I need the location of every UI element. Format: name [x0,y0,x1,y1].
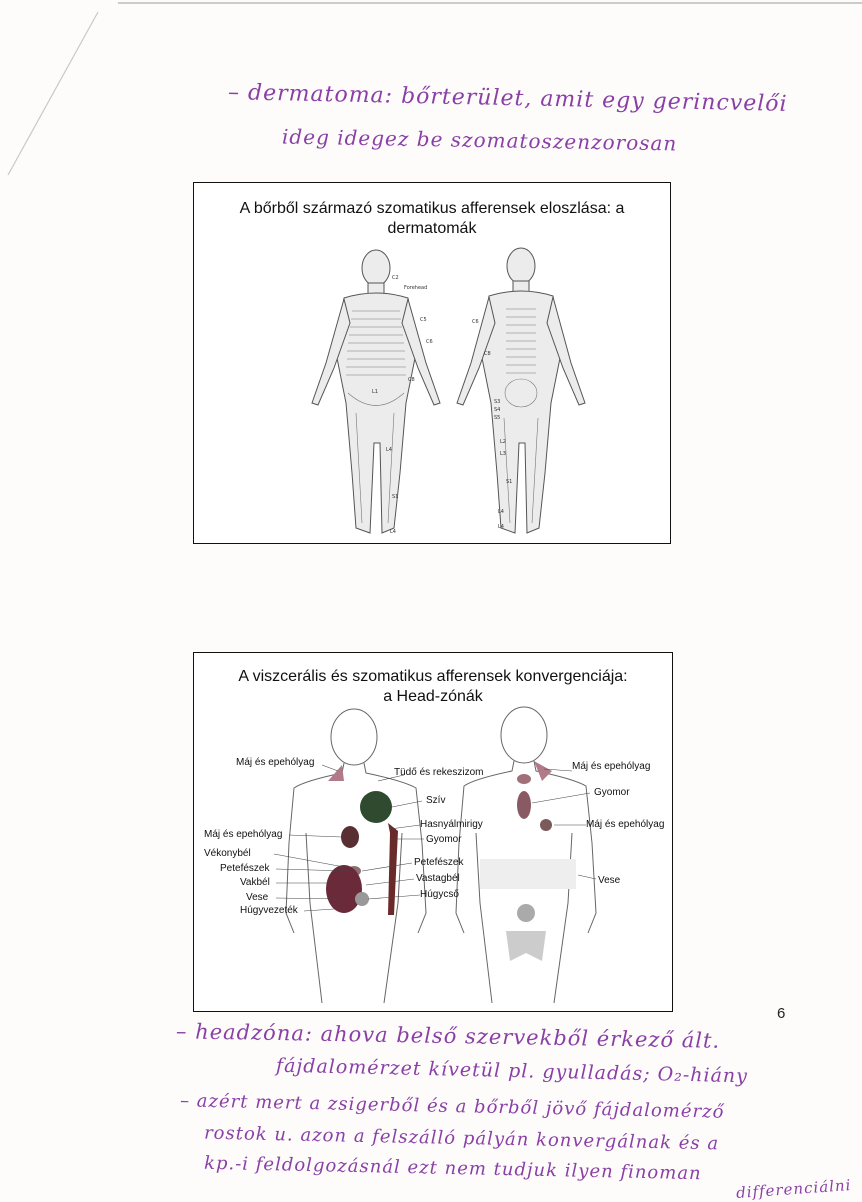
svg-text:L1: L1 [372,389,378,395]
label-liver-back-mid: Máj és epehólyag [586,819,665,830]
svg-text:C8: C8 [408,377,415,383]
label-ureter: Húgyvezeték [240,905,298,916]
handwritten-note-bottom-6: differenciálni [735,1175,852,1202]
zone-kidney-back [480,859,576,889]
zone-liver-mid [341,826,359,848]
head-zones-slide [193,652,673,1012]
zone-bladder [355,892,369,906]
page-number: 6 [777,1005,786,1022]
zone-heart-arm [388,823,398,915]
svg-text:C8: C8 [484,351,491,357]
label-lung-diaphragm: Tüdő és rekeszizom [394,767,484,778]
svg-text:C6: C6 [472,319,479,325]
head-zones-slide-title-2: a Head-zónák [383,688,483,705]
svg-text:L3: L3 [500,451,506,457]
handwritten-note-bottom-5: kp.-i feldolgozásnál ezt nem tudjuk ilyen finoman [203,1152,702,1185]
label-appendix: Vakbél [240,877,270,888]
label-small-intestine: Vékonybél [204,848,251,859]
svg-text:L4: L4 [386,447,392,453]
svg-text:C6: C6 [426,339,433,345]
dermatome-slide [193,182,671,544]
label-liver-back-top: Máj és epehólyag [572,761,651,772]
zone-heart [360,791,392,823]
svg-text:S3: S3 [494,399,501,405]
zone-liver-back [540,819,552,831]
svg-text:Forehead: Forehead [404,285,428,291]
svg-text:L4: L4 [498,524,504,530]
dermatome-slide-title-2: dermatomák [387,220,477,237]
head-zones-slide-title-1: A viszcerális és szomatikus afferensek konvergenciája: [238,668,628,685]
svg-text:S5: S5 [494,415,501,421]
svg-text:S1: S1 [392,494,399,500]
svg-text:C2: C2 [392,275,399,281]
label-ovary-right: Petefészek [414,857,464,868]
svg-text:S4: S4 [494,407,501,413]
handwritten-note-bottom-3: – azért mert a zsigerből és a bőrből jövő fájdalomérző [179,1090,725,1123]
label-liver-front-mid: Máj és epehólyag [204,829,283,840]
dermatome-slide-title-1: A bőrből származó szomatikus afferensek eloszlása: a [239,200,625,217]
zone-kidney-front [326,865,362,913]
label-ovary-left: Petefészek [220,863,270,874]
label-pancreas: Hasnyálmirigy [420,819,483,830]
label-stomach-front: Gyomor [426,834,462,845]
zone-lung-back [517,774,531,784]
back-body-figure [457,248,585,533]
label-stomach-back: Gyomor [594,787,630,798]
handwritten-note-bottom-2: fájdalomérzet kívetül pl. gyulladás; O₂-hiány [275,1054,749,1088]
label-kidney-front: Vese [246,892,269,903]
svg-text:S1: S1 [506,479,513,485]
dermatome-figures [194,243,670,543]
label-urethra: Húgycső [420,889,459,900]
zone-urethra-back [517,904,535,922]
zone-liver-neck-front [328,765,344,781]
svg-text:L4: L4 [390,529,396,535]
label-heart: Szív [426,795,446,806]
svg-text:L2: L2 [500,439,506,445]
handwritten-note-bottom-4: rostok u. azon a felszálló pályán konvergálnak és a [203,1122,720,1155]
handwritten-note-top-1: – dermatoma: bőrterület, amit egy gerincvelői [227,80,788,117]
label-kidney-back: Vese [598,875,621,886]
svg-text:L4: L4 [498,509,504,515]
label-liver-front-top: Máj és epehólyag [236,757,315,768]
handwritten-note-bottom-1: – headzóna: ahova belső szervekből érkező ált. [175,1019,721,1053]
zone-buttocks [506,931,546,961]
svg-text:C5: C5 [420,317,427,323]
label-colon: Vastagbél [416,873,460,884]
zone-stomach-back [517,791,531,819]
handwritten-note-top-2: ideg idegez be szomatoszenzorosan [281,124,678,156]
